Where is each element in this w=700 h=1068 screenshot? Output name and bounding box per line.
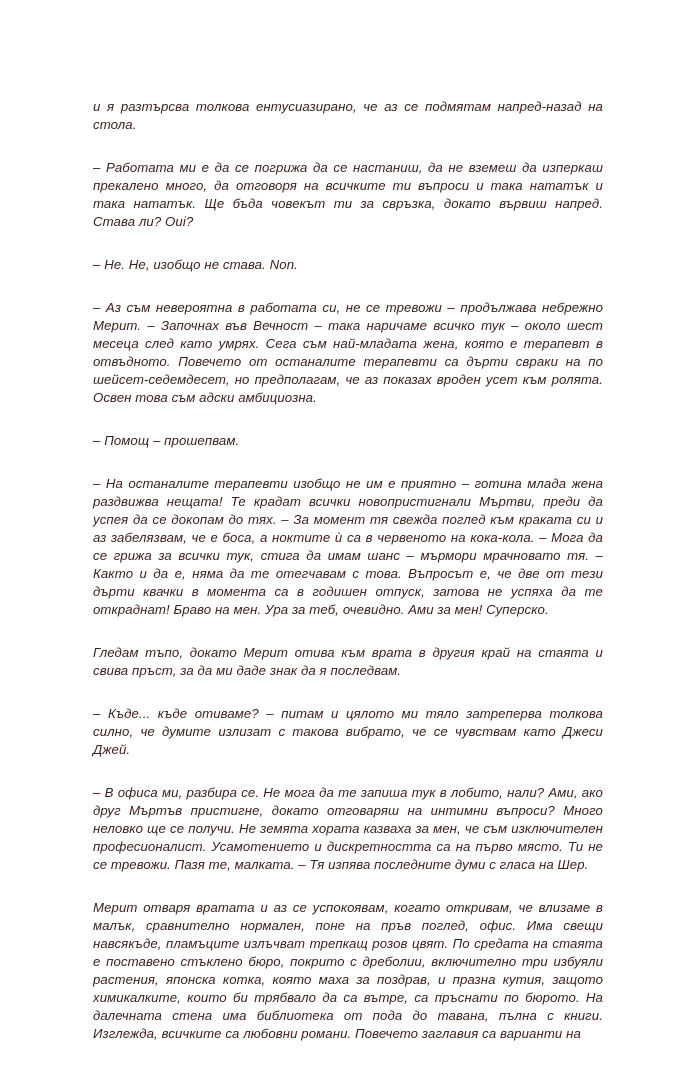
paragraph-8: – Къде... къде отиваме? – питам и цялото ми тяло затреперва толкова силно, че думите излизат с такова вибрато, че се чувствам като Джеси Джей. [93, 706, 603, 757]
paragraph-9: – В офиса ми, разбира се. Не мога да те запиша тук в лобито, нали? Ами, ако друг Мъртъв пристигне, докато отговаряш на интимни въпроси? Много неловко ще се получи. Не земята хората казваха за мен, че съм изключителен професионалист. Усамотението и дискретността са на първо място. Ти не се тревожи. Пазя те, малката. – Тя изпява последните думи с гласа на Шер. [93, 785, 603, 872]
paragraph-5: – Помощ – прошепвам. [93, 433, 240, 448]
paragraph-6: – На останалите терапевти изобщо не им е приятно – готина млада жена раздвижва нещата! Те крадат всички новопристигнали Мъртви, преди да успея да се докопам до тях. – За момент тя свежда поглед към краката си и аз забелязвам, че е боса, а ноктите ѝ са в червеното на кока-кола. – Мога да се грижа за всички тук, стига да имам шанс – мърмори мрачновато тя. – Както и да е, няма да те отегчавам с това. Въпросът е, че две от тези дърти квачки в момента са в годишен отпуск, затова не успяха да те откраднат! Браво на мен. Ура за теб, очевидно. Ами за мен! Суперско. [93, 476, 603, 617]
paragraph-7: Гледам тъпо, докато Мерит отива към врата в другия край на стаята и свива пръст, за да ми даде знак да я последвам. [93, 645, 603, 678]
paragraph-2: – Работата ми е да се погрижа да се настаниш, да не вземеш да изперкаш прекалено много, да отговоря на всичките ти въпроси и така нататък и така нататък. Ще бъда човекът ти за свръзка, докато вървиш напред. Става ли? Oui? [93, 160, 603, 229]
text-body [93, 98, 603, 1068]
paragraph-4: – Аз съм невероятна в работата си, не се тревожи – продължава небрежно Мерит. – Започнах във Вечност – така наричаме всичко тук – около шест месеца след като умрях. Сега съм най-младата жена, която е терапевт в отвъдното. Повечето от останалите терапевти са дърти свраки на по шейсет-седемдесет, но предполагам, че аз показах вроден усет към ролята. Освен това съм адски амбициозна. [93, 300, 603, 405]
paragraph-10: Мерит отваря вратата и аз се успокоявам, когато откривам, че влизаме в малък, сравнително нормален, поне на пръв поглед, офис. Има свещи навсякъде, пламъците излъчват трепкащ розов цвят. По средата на стаята е поставено стъклено бюро, покрито с дреболии, включително три избуяли растения, японска котка, която маха за поздрав, и празна кутия, защото химикалките, които би трябвало да са вътре, са пръснати по бюрото. На далечната стена има библиотека от пода до тавана, пълна с книги. Изглежда, всичките са любовни романи. Повечето заглавия са варианти на [93, 900, 603, 1041]
paragraph-1: и я разтърсва толкова ентусиазирано, че аз се подмятам напред-назад на стола. [93, 99, 603, 132]
paragraph-3: – Не. Не, изобщо не става. Non. [93, 257, 298, 272]
